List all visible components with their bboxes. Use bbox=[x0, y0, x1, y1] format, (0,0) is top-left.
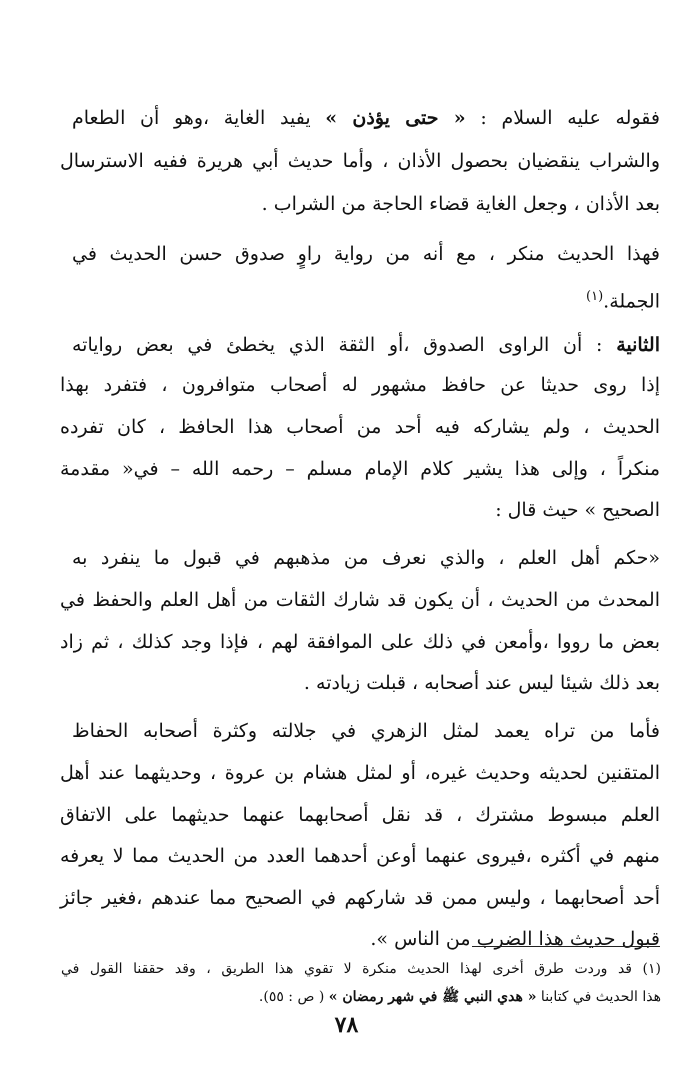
line-segment: فقوله عليه السلام : bbox=[465, 107, 660, 129]
text-line: أحد أصحابهما ، وليس ممن قد شاركهم في الصحيح مما عندهم ،فغير جائز bbox=[60, 887, 660, 909]
text-line: بعد الأذان ، وجعل الغاية قضاء الحاجة من الشراب . bbox=[261, 193, 660, 215]
footnote-line bbox=[61, 984, 661, 1010]
text-line: المحدث من الحديث ، أن يكون قد شارك الثقات من أهل العلم والحفظ في bbox=[60, 589, 660, 611]
text-line: فهذا الحديث منكر ، مع أنه من رواية راوٍ صدوق حسن الحديث في bbox=[72, 243, 660, 265]
line-segment: هذا الحديث في كتابنا bbox=[536, 989, 661, 1005]
book-title: « هدي النبي ﷺ في شهر رمضان » bbox=[328, 989, 537, 1005]
text-line: منكراً ، وإلى هذا يشير كلام الإمام مسلم – رحمه الله – في« مقدمة bbox=[60, 458, 660, 480]
footnote-line: (١) قد وردت طرق أخرى لهذا الحديث منكرة لا تقوي هذا الطريق ، وقد حققنا القول في bbox=[61, 961, 661, 977]
text-line: الحديث ، ولم يشاركه فيه أحد من أصحاب هذا الحافظ ، كان تفرده bbox=[60, 416, 660, 438]
footnote-ref: (١) bbox=[586, 289, 604, 304]
page-number: ٧٨ bbox=[334, 1012, 359, 1038]
text-line: منهم في أكثره ،فيروى عنهما أوعن أحدهما العدد من الحديث مما لا يعرفه bbox=[60, 845, 660, 867]
text-line: بعض ما رووا ،وأمعن في ذلك على الموافقة لهم ، فإذا وجد كذلك ، ثم زاد bbox=[60, 631, 660, 653]
text-line bbox=[72, 327, 660, 363]
text-line: المتقنين لحديثه وحديث غيره، أو لمثل هشام بن عروة ، وحديثهما عند أهل bbox=[60, 762, 660, 784]
text-line: إذا روى حديثا عن حافظ مشهور له أصحاب متوافرون ، فتفرد بهذا bbox=[60, 374, 660, 396]
text-line: والشراب ينقضيان بحصول الأذان ، وأما حديث أبي هريرة ففيه الاسترسال bbox=[60, 150, 660, 172]
text-line bbox=[60, 279, 660, 315]
hadith-quote: « حتى يؤذن » bbox=[325, 107, 466, 129]
line-segment: يفيد الغاية ،وهو أن الطعام bbox=[72, 107, 326, 129]
text-line: الصحيح » حيث قال : bbox=[495, 499, 660, 521]
text-line: بعد ذلك شيئا ليس عند أصحابه ، قبلت زيادته . bbox=[303, 672, 660, 694]
line-segment: : أن الراوى الصدوق ،أو الثقة الذي يخطئ في بعض رواياته bbox=[72, 334, 617, 356]
text-line: «حكم أهل العلم ، والذي نعرف من مذهبهم في قبول ما ينفرد به bbox=[72, 547, 660, 569]
section-heading: الثانية bbox=[616, 334, 660, 356]
text-line: فأما من تراه يعمد لمثل الزهري في جلالته وكثرة أصحابه الحفاظ bbox=[72, 720, 660, 742]
line-segment: ( ص : ٥٥). bbox=[258, 989, 329, 1005]
footnote-divider bbox=[472, 946, 660, 947]
text-line: العلم مبسوط مشترك ، قد نقل أصحابهما عنهما حديثهما على الاتفاق bbox=[60, 804, 660, 826]
text-line: قبول حديث هذا الضرب من الناس ». bbox=[370, 928, 660, 950]
text-line bbox=[72, 100, 660, 136]
line-segment: الجملة. bbox=[603, 290, 660, 313]
